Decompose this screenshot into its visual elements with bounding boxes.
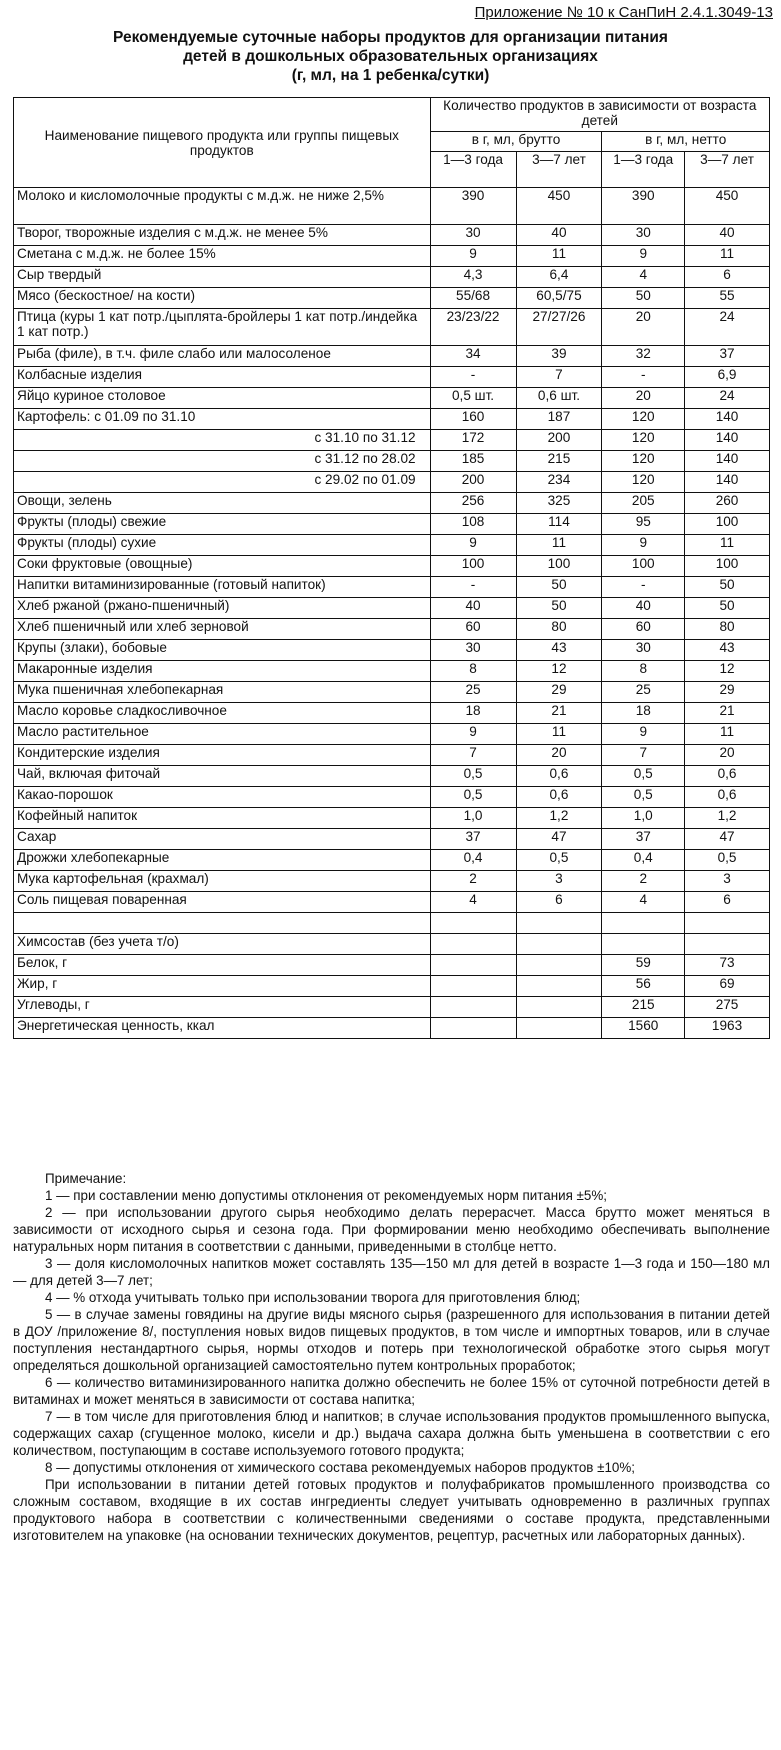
value-netto-3-7: 80	[685, 619, 770, 640]
product-name: Дрожжи хлебопекарные	[14, 850, 431, 871]
header-netto-1-3: 1—3 года	[602, 152, 685, 188]
value-brutto-1-3: 9	[430, 724, 516, 745]
value-brutto-1-3: 34	[430, 346, 516, 367]
value-brutto-1-3: 4,3	[430, 267, 516, 288]
table-row	[14, 745, 770, 766]
value-brutto-3-7: 215	[516, 451, 602, 472]
value-brutto-1-3: 9	[430, 246, 516, 267]
value-brutto-1-3: 1,0	[430, 808, 516, 829]
value-brutto-1-3: -	[430, 367, 516, 388]
header-netto: в г, мл, нетто	[602, 132, 770, 152]
value-brutto-1-3: 172	[430, 430, 516, 451]
value-brutto-1-3: 100	[430, 556, 516, 577]
notes-section	[13, 1170, 770, 1544]
value-brutto-1-3: 23/23/22	[430, 309, 516, 346]
value-netto-3-7: 6	[685, 892, 770, 913]
table-row	[14, 577, 770, 598]
value-brutto-3-7: 1,2	[516, 808, 602, 829]
value-brutto-1-3: 30	[430, 225, 516, 246]
product-name: Сметана с м.д.ж. не более 15%	[14, 246, 431, 267]
value-netto-3-7: 0,6	[685, 766, 770, 787]
value-netto-3-7: 43	[685, 640, 770, 661]
value-brutto-3-7: 6,4	[516, 267, 602, 288]
value-brutto-1-3: 0,5	[430, 787, 516, 808]
note-7: 7 — в том числе для приготовления блюд и напитков; в случае использования продуктов промышленного выпуска, содержащих сахар (сгущенное молоко, кисели и др.) выдача сахара должна быть уменьшена в соответствии с его количеством, поступающим в составе используемого готового продукта;	[13, 1409, 770, 1458]
value-brutto-3-7: 114	[516, 514, 602, 535]
value-brutto-3-7: 39	[516, 346, 602, 367]
value-netto-3-7: 140	[685, 409, 770, 430]
note-8: 8 — допустимы отклонения от химического состава рекомендуемых наборов продуктов ±10%;	[45, 1460, 635, 1475]
header-brutto-1-3: 1—3 года	[430, 152, 516, 188]
table-row	[14, 535, 770, 556]
chem-title: Химсостав (без учета т/о)	[14, 934, 431, 955]
empty-cell	[516, 955, 602, 976]
value-brutto-1-3: 108	[430, 514, 516, 535]
note-2: 2 — при использовании другого сырья необходимо делать перерасчет. Масса брутто может меняться в зависимости от исходного сырья и сезона года. При формировании меню необходимо обеспечивать выполнение натуральных норм питания в соответствии с данными, приведенными в столбце нетто.	[13, 1205, 770, 1254]
value-netto-3-7: 55	[685, 288, 770, 309]
value-netto-3-7: 11	[685, 246, 770, 267]
value-netto-1-3: 0,5	[602, 787, 685, 808]
product-name: Кофейный напиток	[14, 808, 431, 829]
value-brutto-3-7: 0,6 шт.	[516, 388, 602, 409]
value-netto-3-7: 12	[685, 661, 770, 682]
empty-cell	[430, 997, 516, 1018]
value-netto-3-7: 450	[685, 188, 770, 225]
value-netto-1-3: 120	[602, 472, 685, 493]
value-netto-3-7: 3	[685, 871, 770, 892]
table-row	[14, 267, 770, 288]
value-netto-3-7: 6,9	[685, 367, 770, 388]
page-title	[0, 28, 781, 85]
header-brutto-3-7: 3—7 лет	[516, 152, 602, 188]
value-netto-1-3: 120	[602, 430, 685, 451]
value-netto-1-3: 2	[602, 871, 685, 892]
note-3: 3 — доля кисломолочных напитков может составлять 135—150 мл для детей в возрасте 1—3 года и 150—180 мл — для детей 3—7 лет;	[13, 1256, 770, 1288]
chem-value-netto-3-7: 73	[685, 955, 770, 976]
product-name: Чай, включая фиточай	[14, 766, 431, 787]
note-5: 5 — в случае замены говядины на другие виды мясного сырья (разрешенного для использования в питании детей в ДОУ /приложение 8/, поступления новых видов пищевых продуктов, в том числе и импортных товаров, или в случае поступления нестандартного сырья, нормы отходов и потерь при технологической обработке этого сырья могут определяться дошкольной организацией самостоятельно путем контрольных проработок;	[13, 1307, 770, 1373]
value-netto-1-3: 9	[602, 535, 685, 556]
table-row	[14, 367, 770, 388]
value-netto-1-3: 9	[602, 724, 685, 745]
table-row	[14, 724, 770, 745]
value-brutto-3-7: 60,5/75	[516, 288, 602, 309]
table-row	[14, 409, 770, 430]
value-netto-1-3: 1,0	[602, 808, 685, 829]
value-brutto-3-7: 50	[516, 598, 602, 619]
value-brutto-1-3: 60	[430, 619, 516, 640]
value-netto-1-3: 32	[602, 346, 685, 367]
table-row	[14, 288, 770, 309]
value-netto-1-3: -	[602, 367, 685, 388]
value-netto-1-3: 25	[602, 682, 685, 703]
value-netto-1-3: 4	[602, 892, 685, 913]
value-brutto-1-3: 2	[430, 871, 516, 892]
product-name: Фрукты (плоды) свежие	[14, 514, 431, 535]
value-netto-3-7: 140	[685, 451, 770, 472]
value-netto-1-3: 20	[602, 388, 685, 409]
value-netto-1-3: 4	[602, 267, 685, 288]
value-brutto-1-3: 0,4	[430, 850, 516, 871]
value-netto-3-7: 47	[685, 829, 770, 850]
note-9: При использовании в питании детей готовых продуктов и полуфабрикатов промышленного производства со сложным составом, входящие в их состав ингредиенты следует учитывать одновременно в различных группах продуктового набора в соответствии с количественными сведениями о составе продукта, представленными изготовителем на упаковке (на основании технических документов, рецептур, расчетных или лабораторных данных).	[13, 1477, 770, 1543]
value-netto-3-7: 100	[685, 556, 770, 577]
empty-cell	[430, 955, 516, 976]
chem-name: Углеводы, г	[14, 997, 431, 1018]
value-brutto-3-7: 200	[516, 430, 602, 451]
table-row	[14, 850, 770, 871]
chem-row	[14, 976, 770, 997]
table-row	[14, 787, 770, 808]
value-brutto-3-7: 7	[516, 367, 602, 388]
value-netto-1-3: 20	[602, 309, 685, 346]
value-brutto-1-3: 7	[430, 745, 516, 766]
table-row	[14, 871, 770, 892]
value-brutto-1-3: 0,5	[430, 766, 516, 787]
title-line-3: (г, мл, на 1 ребенка/сутки)	[291, 67, 490, 84]
value-netto-1-3: 60	[602, 619, 685, 640]
note-4: 4 — % отхода учитывать только при использовании творога для приготовления блюд;	[45, 1290, 581, 1305]
value-netto-3-7: 11	[685, 535, 770, 556]
product-name: Молоко и кисломолочные продукты с м.д.ж. не ниже 2,5%	[14, 188, 431, 225]
value-brutto-1-3: 200	[430, 472, 516, 493]
empty-cell	[430, 1018, 516, 1039]
header-product-name: Наименование пищевого продукта или группы пищевых продуктов	[14, 98, 431, 188]
value-brutto-3-7: 21	[516, 703, 602, 724]
value-brutto-3-7: 3	[516, 871, 602, 892]
chem-value-netto-1-3: 56	[602, 976, 685, 997]
chem-value-netto-3-7: 69	[685, 976, 770, 997]
product-name: Фрукты (плоды) сухие	[14, 535, 431, 556]
value-brutto-3-7: 0,6	[516, 766, 602, 787]
product-name: с 29.02 по 01.09	[14, 472, 431, 493]
table-row	[14, 640, 770, 661]
value-netto-1-3: 100	[602, 556, 685, 577]
chem-value-netto-1-3: 59	[602, 955, 685, 976]
chem-value-netto-1-3: 215	[602, 997, 685, 1018]
chem-row	[14, 1018, 770, 1039]
note-1: 1 — при составлении меню допустимы отклонения от рекомендуемых норм питания ±5%;	[45, 1188, 607, 1203]
value-brutto-1-3: -	[430, 577, 516, 598]
value-netto-3-7: 21	[685, 703, 770, 724]
value-brutto-1-3: 4	[430, 892, 516, 913]
food-set-table	[13, 97, 770, 1039]
value-brutto-3-7: 20	[516, 745, 602, 766]
table-row	[14, 388, 770, 409]
product-name: Творог, творожные изделия с м.д.ж. не менее 5%	[14, 225, 431, 246]
value-netto-3-7: 50	[685, 577, 770, 598]
table-row	[14, 309, 770, 346]
value-brutto-3-7: 6	[516, 892, 602, 913]
table-row	[14, 451, 770, 472]
value-netto-1-3: 37	[602, 829, 685, 850]
value-brutto-3-7: 325	[516, 493, 602, 514]
product-name: Хлеб пшеничный или хлеб зерновой	[14, 619, 431, 640]
empty-cell	[516, 1018, 602, 1039]
chem-title-row	[14, 934, 770, 955]
product-name: Напитки витаминизированные (готовый напиток)	[14, 577, 431, 598]
chem-name: Белок, г	[14, 955, 431, 976]
value-brutto-3-7: 187	[516, 409, 602, 430]
value-brutto-3-7: 11	[516, 535, 602, 556]
title-line-1: Рекомендуемые суточные наборы продуктов для организации питания	[113, 29, 668, 46]
value-netto-1-3: 205	[602, 493, 685, 514]
value-netto-1-3: 30	[602, 640, 685, 661]
value-brutto-3-7: 12	[516, 661, 602, 682]
value-brutto-3-7: 0,6	[516, 787, 602, 808]
value-brutto-1-3: 185	[430, 451, 516, 472]
value-brutto-1-3: 0,5 шт.	[430, 388, 516, 409]
table-row	[14, 682, 770, 703]
chem-value-netto-3-7: 1963	[685, 1018, 770, 1039]
empty-cell	[516, 997, 602, 1018]
empty-cell	[430, 976, 516, 997]
value-netto-3-7: 24	[685, 309, 770, 346]
table-row	[14, 246, 770, 267]
table-row	[14, 346, 770, 367]
empty-cell	[516, 976, 602, 997]
table-row	[14, 766, 770, 787]
product-name: Крупы (злаки), бобовые	[14, 640, 431, 661]
value-brutto-1-3: 30	[430, 640, 516, 661]
value-brutto-3-7: 40	[516, 225, 602, 246]
value-netto-3-7: 37	[685, 346, 770, 367]
title-line-2: детей в дошкольных образовательных организациях	[183, 48, 598, 65]
value-netto-3-7: 50	[685, 598, 770, 619]
table-row	[14, 430, 770, 451]
header-netto-3-7: 3—7 лет	[685, 152, 770, 188]
value-brutto-1-3: 40	[430, 598, 516, 619]
product-name: Сахар	[14, 829, 431, 850]
table-row	[14, 808, 770, 829]
value-netto-3-7: 20	[685, 745, 770, 766]
value-netto-3-7: 6	[685, 267, 770, 288]
chem-value-netto-3-7: 275	[685, 997, 770, 1018]
table-row	[14, 225, 770, 246]
value-brutto-3-7: 11	[516, 246, 602, 267]
value-netto-1-3: 120	[602, 409, 685, 430]
chem-name: Энергетическая ценность, ккал	[14, 1018, 431, 1039]
note-6: 6 — количество витаминизированного напитка должно обеспечить не более 15% от суточной потребности детей в витаминах и может меняться в зависимости от состава напитка;	[13, 1375, 770, 1407]
product-name: с 31.12 по 28.02	[14, 451, 431, 472]
product-name: Яйцо куриное столовое	[14, 388, 431, 409]
value-brutto-1-3: 25	[430, 682, 516, 703]
chem-name: Жир, г	[14, 976, 431, 997]
table-row	[14, 829, 770, 850]
value-brutto-1-3: 160	[430, 409, 516, 430]
value-brutto-3-7: 47	[516, 829, 602, 850]
chem-row	[14, 955, 770, 976]
product-name: Масло растительное	[14, 724, 431, 745]
value-brutto-1-3: 8	[430, 661, 516, 682]
product-name: Овощи, зелень	[14, 493, 431, 514]
value-netto-3-7: 260	[685, 493, 770, 514]
value-brutto-1-3: 390	[430, 188, 516, 225]
header-quantity: Количество продуктов в зависимости от возраста детей	[430, 98, 769, 132]
value-netto-1-3: 7	[602, 745, 685, 766]
table-row	[14, 703, 770, 724]
table-row	[14, 556, 770, 577]
value-netto-3-7: 11	[685, 724, 770, 745]
value-brutto-3-7: 43	[516, 640, 602, 661]
value-netto-1-3: 390	[602, 188, 685, 225]
appendix-label: Приложение № 10 к СанПиН 2.4.1.3049-13	[474, 4, 773, 21]
value-brutto-1-3: 256	[430, 493, 516, 514]
value-netto-1-3: 40	[602, 598, 685, 619]
value-netto-1-3: -	[602, 577, 685, 598]
table-row	[14, 188, 770, 225]
value-netto-3-7: 140	[685, 430, 770, 451]
value-brutto-3-7: 29	[516, 682, 602, 703]
value-netto-1-3: 30	[602, 225, 685, 246]
value-brutto-3-7: 27/27/26	[516, 309, 602, 346]
notes-heading: Примечание:	[45, 1171, 127, 1186]
value-netto-3-7: 24	[685, 388, 770, 409]
value-brutto-1-3: 18	[430, 703, 516, 724]
table-row	[14, 472, 770, 493]
value-brutto-1-3: 55/68	[430, 288, 516, 309]
value-brutto-3-7: 234	[516, 472, 602, 493]
chem-row	[14, 997, 770, 1018]
table-row	[14, 661, 770, 682]
value-brutto-3-7: 50	[516, 577, 602, 598]
value-brutto-3-7: 11	[516, 724, 602, 745]
table-row	[14, 598, 770, 619]
product-name: Колбасные изделия	[14, 367, 431, 388]
product-name: Мясо (бескостное/ на кости)	[14, 288, 431, 309]
value-brutto-3-7: 80	[516, 619, 602, 640]
value-netto-3-7: 40	[685, 225, 770, 246]
value-netto-3-7: 100	[685, 514, 770, 535]
product-name: Рыба (филе), в т.ч. филе слабо или малосоленое	[14, 346, 431, 367]
value-brutto-3-7: 0,5	[516, 850, 602, 871]
value-netto-3-7: 29	[685, 682, 770, 703]
value-netto-3-7: 0,5	[685, 850, 770, 871]
value-brutto-1-3: 9	[430, 535, 516, 556]
header-brutto: в г, мл, брутто	[430, 132, 602, 152]
value-netto-3-7: 1,2	[685, 808, 770, 829]
table-row	[14, 619, 770, 640]
product-name: с 31.10 по 31.12	[14, 430, 431, 451]
table-row	[14, 514, 770, 535]
product-name: Мука пшеничная хлебопекарная	[14, 682, 431, 703]
product-name: Соль пищевая поваренная	[14, 892, 431, 913]
product-name: Сыр твердый	[14, 267, 431, 288]
value-netto-1-3: 95	[602, 514, 685, 535]
table-row	[14, 892, 770, 913]
value-brutto-3-7: 450	[516, 188, 602, 225]
value-netto-1-3: 0,4	[602, 850, 685, 871]
value-netto-1-3: 0,5	[602, 766, 685, 787]
product-name: Макаронные изделия	[14, 661, 431, 682]
value-netto-1-3: 50	[602, 288, 685, 309]
product-name: Птица (куры 1 кат потр./цыплята-бройлеры 1 кат потр./индейка 1 кат потр.)	[14, 309, 431, 346]
value-netto-1-3: 18	[602, 703, 685, 724]
value-netto-1-3: 120	[602, 451, 685, 472]
chem-value-netto-1-3: 1560	[602, 1018, 685, 1039]
product-name: Какао-порошок	[14, 787, 431, 808]
value-netto-1-3: 9	[602, 246, 685, 267]
blank-row	[14, 913, 770, 934]
product-name: Соки фруктовые (овощные)	[14, 556, 431, 577]
product-name: Картофель: с 01.09 по 31.10	[14, 409, 431, 430]
product-name: Кондитерские изделия	[14, 745, 431, 766]
value-netto-3-7: 140	[685, 472, 770, 493]
product-name: Хлеб ржаной (ржано-пшеничный)	[14, 598, 431, 619]
table-row	[14, 493, 770, 514]
product-name: Масло коровье сладкосливочное	[14, 703, 431, 724]
product-name: Мука картофельная (крахмал)	[14, 871, 431, 892]
value-netto-1-3: 8	[602, 661, 685, 682]
value-netto-3-7: 0,6	[685, 787, 770, 808]
value-brutto-1-3: 37	[430, 829, 516, 850]
value-brutto-3-7: 100	[516, 556, 602, 577]
